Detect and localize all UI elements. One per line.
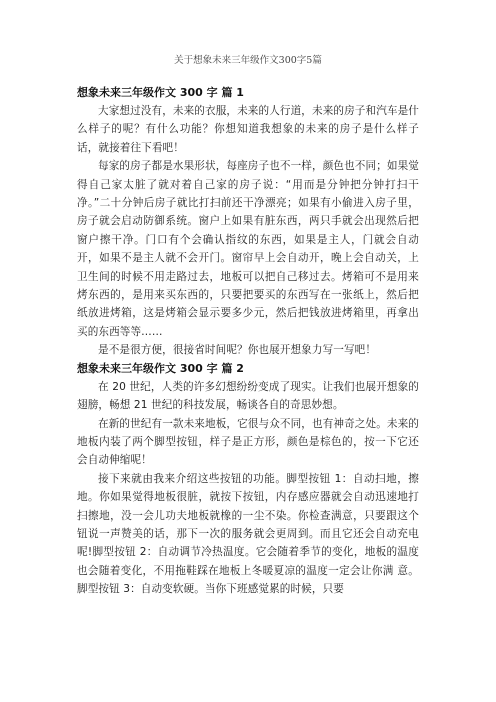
section-title-2: 想象未来三年级作文 300 字 篇 2 — [77, 361, 244, 375]
paragraph: 每家的房子都是水果形状，每座房子也不一样，颜色也不同；如果觉得自己家太脏了就对着自己家的房子说：“用而是分钟把分钟打扫干净。”二十分钟后房子就比打扫前还干净漂亮；如果有小偷进入房子里，房子就会启动防御系统。窗户上如果有脏东西，两只手就会出现然后把窗户擦干净。门口有个会确认指纹的东西，如果是主人，门就会自动开，如果不是主人就不会开门。窗帘早上会自动开，晚上会自动关，上卫生间的时候不用走路过去，地板可以把自己移过去。烤箱可不是用来烤东西的，是用来买东西的，只要把要买的东西写在一张纸上，然后把纸放进烤箱，这是烤箱会显示要多少元，然后把钱放进烤箱里，再拿出买的东西等等…… — [77, 160, 419, 338]
paragraph: 在新的世纪有一款未来地板，它很与众不同，也有神奇之处。未来的地板内装了两个脚型按钮，样子是正方形，颜色是棕色的，按一下它还会自动伸缩呢！ — [77, 417, 419, 467]
section-title-1: 想象未来三年级作文 300 字 篇 1 — [77, 86, 244, 99]
paragraph: 大家想过没有，未来的衣服，未来的人行道，未来的房子和汽车是什么样子的呢？有什么功能？你想知道我想象的未来的房子是什么样子话，就接着往下看吧！ — [77, 105, 419, 154]
page-header: 关于想象未来三年级作文300字5篇 — [174, 55, 322, 66]
article-body — [77, 84, 419, 599]
paragraph: 在 20 世纪，人类的许多幻想纷纷变成了现实。让我们也展开想象的翅膀，畅想 21 世纪的科技发展，畅谈各自的奇思妙想。 — [77, 380, 419, 412]
paragraph: 是不是很方便，很接省时间呢？你也展开想象力写一写吧！ — [98, 344, 377, 357]
paragraph: 接下来就由我来介绍这些按钮的功能。脚型按钮 1：自动扫地，擦地。你如果觉得地板很脏，就按下按钮，内存感应器就会自动迅速地打扫擦地，没一会儿功夫地板就橡的一尘不染。你检查满意，只要跟这个 钮说一声赞美的话，那下一次的服务就会更周到。而且它还会自动充电呢!脚型按钮 2：自动调节冷热温度。它会随着季节的变化，地板的温度也会随着变化，不用拖鞋踩在地板上冬暖夏凉的温度一定会让你满 意。脚型按钮 3：自动变软硬。当你下班感觉累的时候，只要 — [77, 472, 419, 596]
